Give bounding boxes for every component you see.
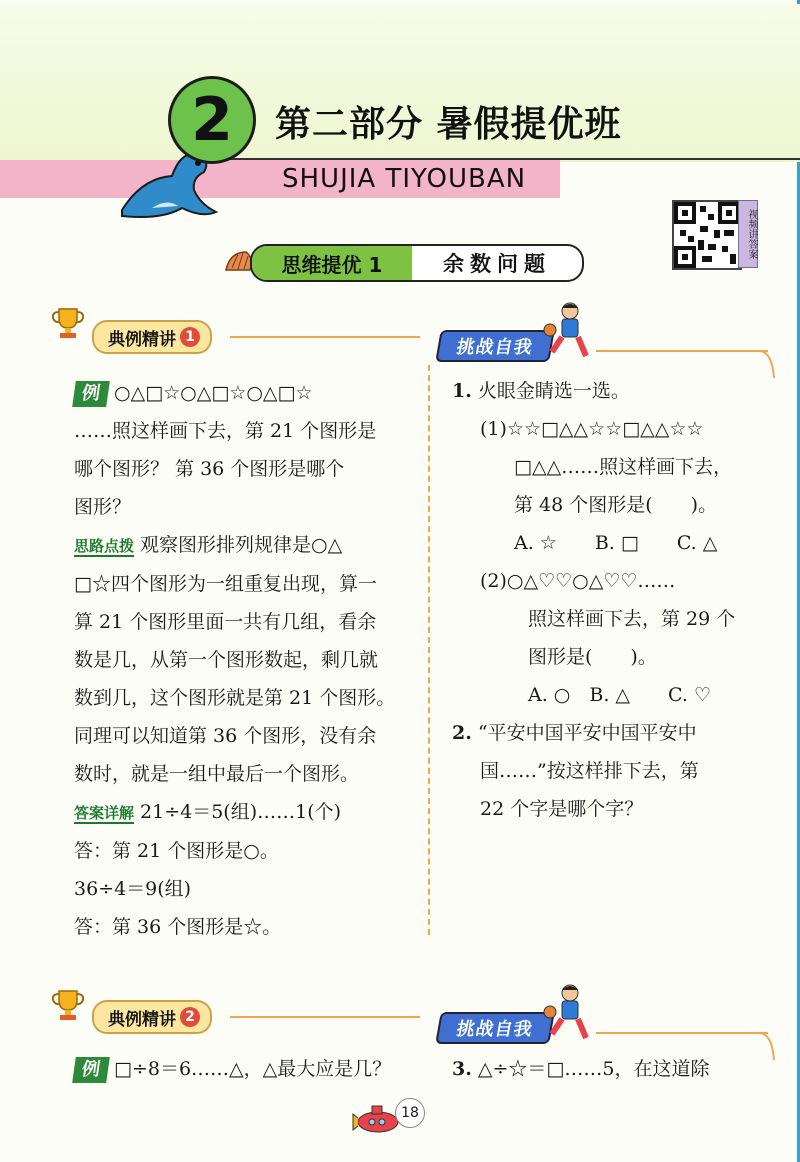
example-2-line: 例 □÷8＝6……△，△最大应是几？ [74, 1050, 422, 1088]
challenge-rule [596, 1032, 768, 1034]
question-1a-options: A. ☆ B. □ C. △ [514, 532, 718, 554]
topic-banner [250, 244, 584, 282]
page-title: 第二部分 暑假提优班 [275, 104, 622, 145]
running-boy-icon [540, 982, 596, 1044]
trophy-icon [50, 988, 86, 1022]
column-divider [428, 365, 430, 935]
tip-line: □☆四个图形为一组重复出现，算一 [74, 573, 377, 595]
challenge-badge: 挑战自我 [435, 330, 555, 362]
section-header-example-1 [92, 320, 212, 354]
topic-category: 思维提优 1 [252, 246, 412, 280]
example-line: 哪个图形？ 第 36 个图形是哪个 [74, 458, 345, 480]
answer-line: 答：第 21 个图形是○。 [74, 840, 279, 862]
question-1-title: 1. 火眼金睛选一选。 [452, 380, 630, 402]
challenge-rule [596, 350, 768, 352]
title-underline [225, 158, 800, 160]
page-number: 18 [395, 1098, 425, 1128]
example-line: 例 ○△□☆○△□☆○△□☆ [74, 374, 422, 412]
tip-tag: 思路点拨 [74, 537, 135, 555]
submarine-icon [352, 1100, 400, 1136]
example-line: ……照这样画下去，第 21 个图形是 [74, 420, 377, 442]
challenge-1-block [452, 372, 792, 828]
answer-line: 答：第 36 个图形是☆。 [74, 916, 282, 938]
section-label: 典例精讲 [108, 329, 176, 350]
challenge-badge: 挑战自我 [435, 1012, 555, 1044]
trophy-icon [50, 306, 86, 340]
answer-line: 36÷4＝9(组) [74, 878, 192, 900]
question-1a: (1)☆☆□△△☆☆□△△☆☆ □△△……照这样画下去， 第 48 个图形是( )。 A. ☆ B. □ C. △ [452, 410, 792, 562]
tip-line: 同理可以知道第 36 个图形，没有余 [74, 725, 377, 747]
tip-line: 数时，就是一组中最后一个图形。 [74, 763, 360, 785]
page-subtitle-pinyin: SHUJIA TIYOUBAN [282, 164, 527, 194]
tip-line: 数是几，从第一个图形数起，剩几就 [74, 649, 379, 671]
qr-code-icon[interactable] [672, 200, 742, 270]
example-tag: 例 [72, 1057, 110, 1083]
tip-line: 数到几，这个图形就是第 21 个图形。 [74, 687, 396, 709]
answer-line: 答案详解 21÷4＝5(组)……1(个) [74, 801, 342, 823]
section-number: 2 [180, 1007, 200, 1027]
example-tag: 例 [72, 381, 110, 407]
part-number-badge [168, 76, 256, 164]
part-number: 2 [191, 85, 233, 155]
question-1b: (2)○△♡♡○△♡♡…… 照这样画下去，第 29 个 图形是( )。 A. ○ B. △ C. ♡ [452, 562, 792, 714]
answer-tag: 答案详解 [74, 804, 135, 822]
section-rule [230, 1016, 420, 1018]
question-1b-options: A. ○ B. △ C. ♡ [528, 684, 712, 706]
example-line: 图形？ [74, 496, 132, 518]
section-header-example-2 [92, 1000, 212, 1034]
topic-name: 余数问题 [443, 252, 551, 276]
question-3: 3. △÷☆＝□……5，在这道除 [452, 1058, 710, 1080]
tip-line: 思路点拨 观察图形排列规律是○△ [74, 534, 343, 556]
running-boy-icon [540, 300, 596, 362]
question-2: 2. “平安中国平安中国平安中 国……”按这样排下去，第 22 个字是哪个字？ [452, 722, 699, 820]
section-number: 1 [180, 327, 200, 347]
section-label: 典例精讲 [108, 1009, 176, 1030]
section-rule [230, 336, 420, 338]
tip-line: 算 21 个图形里面一共有几组，看余 [74, 611, 377, 633]
example-1-block [74, 374, 422, 946]
qr-caption: 视频讲答案 [738, 200, 758, 268]
